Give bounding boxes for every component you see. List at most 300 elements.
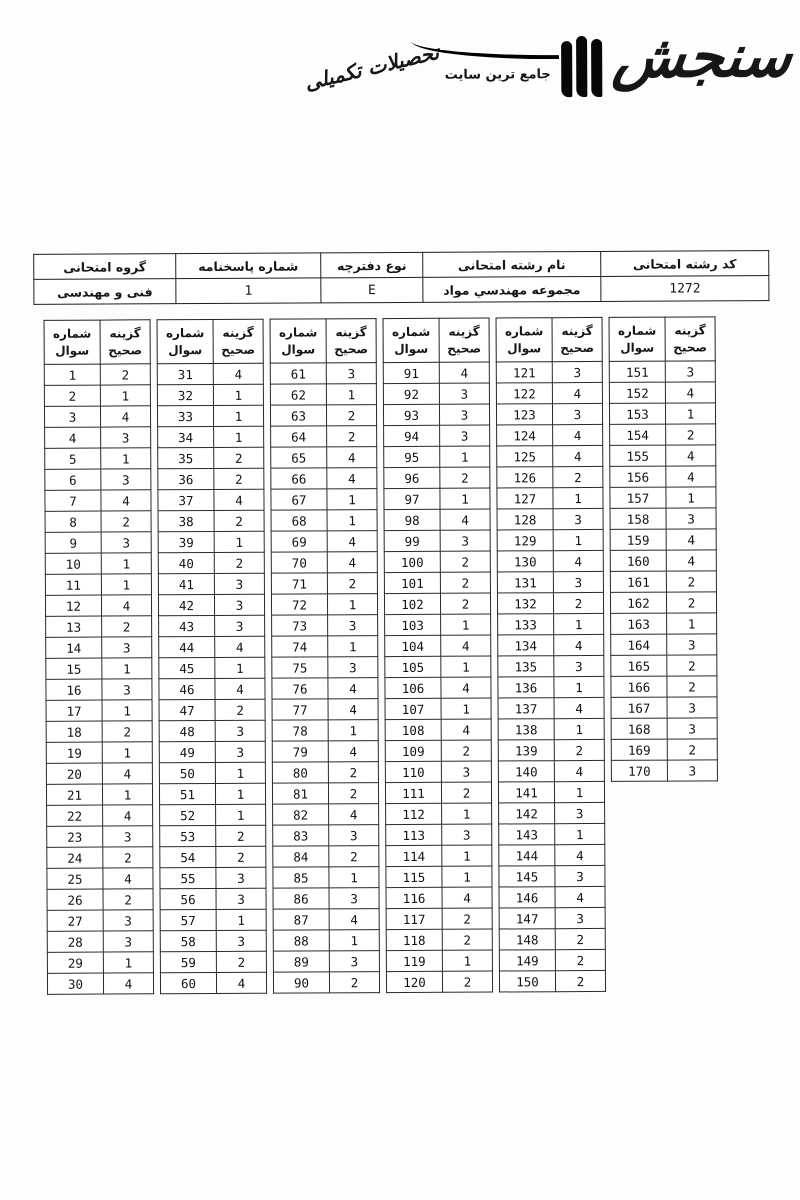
question-number-cell: 164 xyxy=(611,634,667,655)
answer-row xyxy=(385,677,491,699)
answer-cell: 4 xyxy=(216,972,266,993)
question-header-line: شماره xyxy=(52,326,92,342)
answer-table-2 xyxy=(157,319,268,995)
answer-row xyxy=(160,909,266,931)
answer-cell: 4 xyxy=(327,447,377,468)
question-number-cell: 96 xyxy=(384,467,440,488)
question-number-cell: 145 xyxy=(499,866,555,887)
answer-row xyxy=(272,783,378,805)
answer-cell: 3 xyxy=(214,573,264,594)
question-number-cell: 7 xyxy=(45,490,101,511)
answer-row xyxy=(384,572,490,594)
answer-row xyxy=(385,740,491,762)
answer-table-1 xyxy=(44,319,155,995)
question-number-cell: 50 xyxy=(159,762,215,783)
answer-cell: 4 xyxy=(328,678,378,699)
question-number-cell: 47 xyxy=(159,699,215,720)
answer-cell: 3 xyxy=(215,615,265,636)
info-value-3: 1 xyxy=(176,278,321,304)
answer-row xyxy=(271,426,377,448)
answer-cell: 4 xyxy=(213,363,263,384)
answer-row xyxy=(384,530,490,552)
answer-cell: 4 xyxy=(553,445,603,466)
answer-row xyxy=(384,509,490,531)
answer-row xyxy=(45,553,151,575)
question-number-cell: 40 xyxy=(158,552,214,573)
answer-cell: 3 xyxy=(101,427,151,448)
question-number-cell: 75 xyxy=(272,657,328,678)
answer-cell: 1 xyxy=(216,804,266,825)
correct-option-header xyxy=(665,317,715,361)
answer-cell: 3 xyxy=(667,718,717,739)
answer-header-line: صحیح xyxy=(221,342,256,357)
answer-cell: 2 xyxy=(102,616,152,637)
answer-row xyxy=(159,783,265,805)
answer-cell: 1 xyxy=(440,488,490,509)
answer-cell: 3 xyxy=(326,363,376,384)
answer-cell: 3 xyxy=(440,425,490,446)
answer-row xyxy=(46,616,152,638)
answer-cell: 2 xyxy=(329,972,379,993)
answer-cell: 1 xyxy=(553,529,603,550)
answer-row xyxy=(386,803,492,825)
answer-cell: 4 xyxy=(442,887,492,908)
answer-row xyxy=(273,972,379,994)
correct-option-header xyxy=(100,320,150,364)
answer-cell: 1 xyxy=(102,658,152,679)
question-number-cell: 120 xyxy=(386,971,442,992)
correct-option-header xyxy=(326,319,376,363)
answer-row xyxy=(158,594,264,616)
logo-tagline-script: تحصیلات تکمیلی xyxy=(302,39,442,95)
question-number-cell: 51 xyxy=(159,783,215,804)
answer-row xyxy=(158,510,264,532)
answer-cell: 1 xyxy=(553,487,603,508)
answer-table-5 xyxy=(496,317,607,993)
question-number-cell: 84 xyxy=(273,846,329,867)
answer-row xyxy=(46,721,152,743)
answer-row xyxy=(385,698,491,720)
answer-cell: 3 xyxy=(667,634,717,655)
question-number-cell: 158 xyxy=(610,508,666,529)
question-number-cell: 99 xyxy=(384,530,440,551)
answer-row xyxy=(386,845,492,867)
answer-row xyxy=(496,382,602,404)
question-number-cell: 27 xyxy=(47,910,103,931)
answer-cell: 1 xyxy=(215,783,265,804)
answer-table-header-row xyxy=(496,317,602,362)
answer-row xyxy=(160,930,266,952)
question-number-cell: 93 xyxy=(383,404,439,425)
info-value-1: مجموعه مهندسي مواد xyxy=(423,276,601,302)
answer-row xyxy=(499,970,605,992)
question-number-cell: 60 xyxy=(160,972,216,993)
answer-cell: 4 xyxy=(328,699,378,720)
answer-row xyxy=(273,867,379,889)
question-number-cell: 139 xyxy=(498,740,554,761)
answer-cell: 3 xyxy=(101,532,151,553)
question-number-cell: 108 xyxy=(385,719,441,740)
answer-cell: 1 xyxy=(441,656,491,677)
answer-row xyxy=(386,971,492,993)
answer-cell: 4 xyxy=(215,678,265,699)
answer-header-line: گزینه xyxy=(561,324,593,339)
answer-header-line: صحیح xyxy=(447,341,482,356)
answer-row xyxy=(386,929,492,951)
question-number-cell: 59 xyxy=(160,951,216,972)
question-number-cell: 103 xyxy=(385,614,441,635)
question-number-cell: 62 xyxy=(270,384,326,405)
answer-row xyxy=(158,573,264,595)
answer-row xyxy=(45,532,151,554)
question-number-cell: 115 xyxy=(386,866,442,887)
answer-cell: 3 xyxy=(329,825,379,846)
question-number-cell: 13 xyxy=(46,616,102,637)
answer-cell: 2 xyxy=(327,573,377,594)
answer-row xyxy=(273,888,379,910)
correct-option-header xyxy=(439,318,489,362)
answer-cell: 1 xyxy=(442,866,492,887)
answer-header-line: گزینه xyxy=(448,324,480,340)
answer-row xyxy=(385,761,491,783)
answer-row xyxy=(46,637,152,659)
question-number-cell: 87 xyxy=(273,909,329,930)
answer-cell: 3 xyxy=(555,865,605,886)
answer-row xyxy=(47,952,153,974)
question-number-cell: 68 xyxy=(271,510,327,531)
answer-row xyxy=(498,655,604,677)
answer-row xyxy=(271,510,377,532)
answer-row xyxy=(272,741,378,763)
answer-cell: 4 xyxy=(329,804,379,825)
answer-cell: 4 xyxy=(441,719,491,740)
answer-row xyxy=(496,361,602,383)
question-number-cell: 124 xyxy=(497,425,553,446)
question-number-cell: 127 xyxy=(497,488,553,509)
answer-row xyxy=(158,489,264,511)
answer-row xyxy=(499,928,605,950)
question-number-cell: 113 xyxy=(386,824,442,845)
answer-cell: 1 xyxy=(441,614,491,635)
question-number-cell: 72 xyxy=(271,594,327,615)
answer-cell: 4 xyxy=(552,382,602,403)
info-value-2: E xyxy=(321,277,423,303)
question-number-cell: 26 xyxy=(47,889,103,910)
answer-row xyxy=(159,720,265,742)
answer-cell: 4 xyxy=(101,490,151,511)
answer-cell: 1 xyxy=(327,489,377,510)
question-number-header xyxy=(383,318,439,362)
question-number-header xyxy=(609,317,665,361)
answer-row xyxy=(270,384,376,406)
question-number-cell: 121 xyxy=(496,362,552,383)
question-number-cell: 168 xyxy=(611,718,667,739)
answer-row xyxy=(271,468,377,490)
answer-row xyxy=(47,910,153,932)
answer-cell: 2 xyxy=(214,447,264,468)
answer-row xyxy=(498,739,604,761)
answer-cell: 1 xyxy=(326,384,376,405)
question-number-cell: 155 xyxy=(610,445,666,466)
answer-row xyxy=(497,550,603,572)
answer-row xyxy=(270,405,376,427)
answer-row xyxy=(499,886,605,908)
answer-row xyxy=(610,445,716,467)
answer-row xyxy=(386,866,492,888)
answer-row xyxy=(159,741,265,763)
answer-row xyxy=(498,634,604,656)
answer-cell: 3 xyxy=(329,888,379,909)
answer-row xyxy=(499,865,605,887)
answer-cell: 2 xyxy=(442,971,492,992)
question-number-cell: 10 xyxy=(45,553,101,574)
info-label-4: گروه امتحانی xyxy=(34,254,176,280)
answer-cell: 2 xyxy=(328,783,378,804)
answer-cell: 3 xyxy=(667,760,717,781)
question-number-cell: 32 xyxy=(157,384,213,405)
answer-row xyxy=(609,361,715,383)
answer-cell: 1 xyxy=(103,952,153,973)
answer-row xyxy=(611,697,717,719)
answer-row xyxy=(609,382,715,404)
answer-cell: 2 xyxy=(215,699,265,720)
answer-row xyxy=(273,825,379,847)
answer-cell: 3 xyxy=(554,655,604,676)
logo-tagline: جامع ترین سایت xyxy=(444,67,551,83)
question-number-cell: 56 xyxy=(160,888,216,909)
answer-cell: 2 xyxy=(440,467,490,488)
answer-cell: 2 xyxy=(440,572,490,593)
question-number-cell: 163 xyxy=(611,613,667,634)
answer-cell: 1 xyxy=(102,700,152,721)
question-number-cell: 65 xyxy=(271,447,327,468)
answer-row xyxy=(47,973,153,995)
question-number-cell: 23 xyxy=(47,826,103,847)
answer-cell: 4 xyxy=(327,552,377,573)
answer-cell: 1 xyxy=(101,553,151,574)
answer-row xyxy=(273,951,379,973)
logo-mark-bar xyxy=(576,36,587,97)
question-number-cell: 141 xyxy=(498,782,554,803)
correct-option-header xyxy=(552,317,602,361)
answer-cell: 1 xyxy=(554,676,604,697)
logo-mark-3-icon xyxy=(561,32,602,96)
answer-cell: 3 xyxy=(555,802,605,823)
answer-cell: 4 xyxy=(101,595,151,616)
answer-row xyxy=(271,594,377,616)
info-label-2: نوع دفترچه xyxy=(321,252,423,278)
answer-row xyxy=(499,802,605,824)
answer-cell: 1 xyxy=(327,510,377,531)
answer-row xyxy=(611,760,717,782)
answer-cell: 2 xyxy=(100,364,150,385)
answer-cell: 1 xyxy=(215,762,265,783)
question-number-cell: 126 xyxy=(497,467,553,488)
question-number-cell: 118 xyxy=(386,929,442,950)
question-number-cell: 1 xyxy=(44,364,100,385)
answer-table-header-row xyxy=(44,320,150,365)
question-number-cell: 156 xyxy=(610,466,666,487)
answer-cell: 2 xyxy=(667,739,717,760)
answer-cell: 1 xyxy=(665,403,715,424)
question-header-line: سوال xyxy=(507,340,542,355)
answer-cell: 1 xyxy=(554,613,604,634)
question-header-line: سوال xyxy=(281,341,316,357)
answer-cell: 2 xyxy=(555,970,605,991)
question-number-cell: 52 xyxy=(160,804,216,825)
answer-table-header-row xyxy=(609,317,715,362)
answer-row xyxy=(385,614,491,636)
question-number-cell: 3 xyxy=(44,406,100,427)
question-number-cell: 25 xyxy=(47,868,103,889)
answer-row xyxy=(611,634,717,656)
answer-cell: 3 xyxy=(103,826,153,847)
info-label-row xyxy=(34,251,769,280)
answer-cell: 4 xyxy=(441,677,491,698)
answer-row xyxy=(610,529,716,551)
answer-cell: 4 xyxy=(439,362,489,383)
answer-row xyxy=(46,700,152,722)
answer-row xyxy=(158,552,264,574)
answer-row xyxy=(159,615,265,637)
answer-row xyxy=(45,595,151,617)
answer-cell: 4 xyxy=(214,489,264,510)
answer-row xyxy=(47,931,153,953)
answer-cell: 4 xyxy=(441,635,491,656)
answer-row xyxy=(159,699,265,721)
answer-cell: 3 xyxy=(665,361,715,382)
answer-row xyxy=(386,950,492,972)
answer-row xyxy=(497,487,603,509)
info-label-3: شماره پاسخنامه xyxy=(176,253,321,279)
question-number-cell: 170 xyxy=(611,760,667,781)
question-number-cell: 6 xyxy=(45,469,101,490)
answer-header-line: گزینه xyxy=(674,323,706,338)
answer-cell: 3 xyxy=(214,594,264,615)
answer-table-header-row xyxy=(383,318,489,363)
question-number-cell: 41 xyxy=(158,573,214,594)
answer-cell: 2 xyxy=(666,592,716,613)
answer-cell: 2 xyxy=(441,740,491,761)
answer-row xyxy=(158,447,264,469)
question-number-cell: 2 xyxy=(44,385,100,406)
answer-row xyxy=(157,384,263,406)
answer-row xyxy=(499,949,605,971)
question-number-cell: 44 xyxy=(159,636,215,657)
answer-row xyxy=(272,678,378,700)
answer-cell: 4 xyxy=(103,868,153,889)
question-number-cell: 34 xyxy=(158,426,214,447)
answer-row xyxy=(273,804,379,826)
answer-key-tables xyxy=(44,316,720,995)
question-number-cell: 151 xyxy=(609,361,665,382)
question-number-cell: 78 xyxy=(272,720,328,741)
logo-mark-bar xyxy=(591,38,602,96)
answer-cell: 3 xyxy=(667,697,717,718)
question-number-cell: 104 xyxy=(385,635,441,656)
answer-row xyxy=(272,762,378,784)
question-number-cell: 69 xyxy=(271,531,327,552)
question-number-cell: 135 xyxy=(498,656,554,677)
answer-row xyxy=(160,846,266,868)
answer-row xyxy=(497,571,603,593)
answer-cell: 1 xyxy=(666,487,716,508)
question-number-cell: 17 xyxy=(46,700,102,721)
answer-cell: 3 xyxy=(103,931,153,952)
answer-row xyxy=(46,658,152,680)
question-number-cell: 138 xyxy=(498,719,554,740)
question-number-cell: 107 xyxy=(385,698,441,719)
answer-row xyxy=(499,844,605,866)
question-number-cell: 97 xyxy=(384,488,440,509)
answer-cell: 3 xyxy=(555,907,605,928)
question-number-cell: 74 xyxy=(272,636,328,657)
answer-cell: 2 xyxy=(101,511,151,532)
answer-cell: 1 xyxy=(554,781,604,802)
info-value-4: فنی و مهندسی xyxy=(34,279,176,305)
question-number-cell: 28 xyxy=(47,931,103,952)
answer-row xyxy=(496,403,602,425)
logo-tagline-group xyxy=(302,39,551,95)
question-number-cell: 33 xyxy=(157,405,213,426)
answer-row xyxy=(47,889,153,911)
answer-cell: 2 xyxy=(216,846,266,867)
logo-mark-bar xyxy=(561,41,572,97)
answer-cell: 3 xyxy=(666,508,716,529)
answer-row xyxy=(159,678,265,700)
answer-cell: 2 xyxy=(214,552,264,573)
answer-row xyxy=(497,508,603,530)
answer-cell: 4 xyxy=(553,550,603,571)
question-number-cell: 57 xyxy=(160,909,216,930)
question-number-cell: 111 xyxy=(385,782,441,803)
answer-cell: 2 xyxy=(214,510,264,531)
answer-cell: 3 xyxy=(103,910,153,931)
answer-cell: 3 xyxy=(216,930,266,951)
question-number-cell: 167 xyxy=(611,697,667,718)
answer-row xyxy=(45,574,151,596)
question-number-cell: 129 xyxy=(497,530,553,551)
answer-row xyxy=(611,613,717,635)
answer-row xyxy=(160,825,266,847)
correct-option-header xyxy=(213,319,263,363)
answer-row xyxy=(271,531,377,553)
question-number-cell: 122 xyxy=(496,383,552,404)
info-label-0: کد رشته امتحانی xyxy=(601,251,769,277)
question-number-cell: 160 xyxy=(610,550,666,571)
answer-header-line: گزینه xyxy=(335,325,367,340)
answer-row xyxy=(160,867,266,889)
answer-row xyxy=(610,466,716,488)
answer-cell: 2 xyxy=(667,676,717,697)
answer-row xyxy=(384,488,490,510)
question-header-line: سوال xyxy=(620,340,655,355)
answer-cell: 3 xyxy=(329,951,379,972)
answer-cell: 2 xyxy=(214,468,264,489)
answer-cell: 1 xyxy=(441,698,491,719)
answer-row xyxy=(497,592,603,614)
question-number-cell: 61 xyxy=(270,363,326,384)
question-number-cell: 82 xyxy=(273,804,329,825)
question-number-cell: 134 xyxy=(498,635,554,656)
answer-row xyxy=(610,550,716,572)
answer-cell: 4 xyxy=(327,468,377,489)
answer-cell: 1 xyxy=(555,823,605,844)
answer-row xyxy=(160,951,266,973)
answer-row xyxy=(271,573,377,595)
answer-header-line: صحیح xyxy=(673,339,708,355)
answer-row xyxy=(45,448,151,470)
